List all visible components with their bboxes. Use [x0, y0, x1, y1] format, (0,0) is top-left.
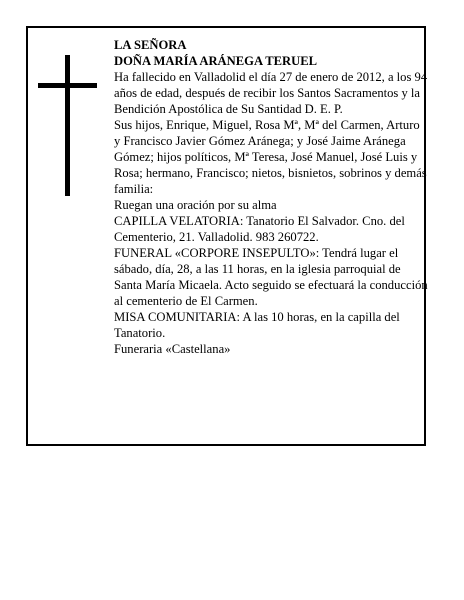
- obituary-text: [114, 37, 428, 357]
- deceased-name: DOÑA MARÍA ARÁNEGA TERUEL: [114, 54, 318, 68]
- cross-icon: [65, 55, 70, 196]
- mass-info: MISA COMUNITARIA: A las 10 horas, en la capilla del Tanatorio.: [114, 310, 400, 340]
- prayer-request: Ruegan una oración por su alma: [114, 198, 277, 212]
- notice-title-line1: LA SEÑORA: [114, 38, 187, 52]
- funeral-home: Funeraria «Castellana»: [114, 342, 231, 356]
- funeral-info: FUNERAL «CORPORE INSEPULTO»: Tendrá lugar el sábado, día, 28, a las 11 horas, en la iglesia parroquial de Santa María Micaela. Acto seguido se efectuará la conducción al cementerio de El Carmen.: [114, 246, 428, 308]
- death-announcement: Ha fallecido en Valladolid el día 27 de enero de 2012, a los 94 años de edad, después de recibir los Santos Sacramentos y la Bendición Apostólica de Su Santidad D. E. P.: [114, 70, 428, 116]
- chapel-info: CAPILLA VELATORIA: Tanatorio El Salvador. Cno. del Cementerio, 21. Valladolid. 983 260722.: [114, 214, 405, 244]
- family-list: Sus hijos, Enrique, Miguel, Rosa Mª, Mª del Carmen, Arturo y Francisco Javier Gómez Aránega; y José Jaime Aránega Gómez; hijos políticos, Mª Teresa, José Manuel, José Luis y Rosa; hermano, Francisco; nietos, bisnietos, sobrinos y demás familia:: [114, 118, 427, 196]
- cross-icon-bar: [38, 83, 97, 88]
